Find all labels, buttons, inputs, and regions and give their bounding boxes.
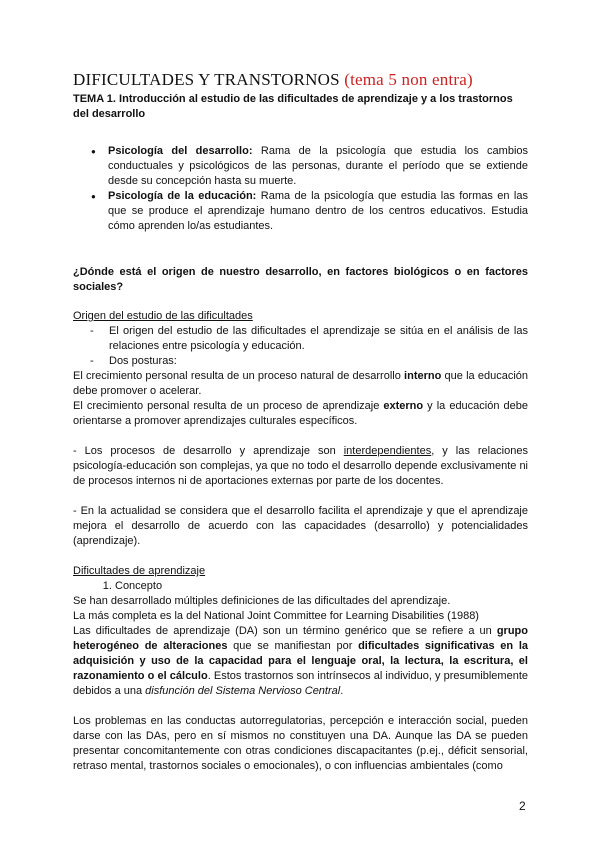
tema-heading: TEMA 1. Introducción al estudio de las dificultades de aprendizaje y a los trastornos del desarrollo (73, 93, 513, 120)
origen-list (73, 324, 528, 369)
definition-term: Psicología de la educación: (108, 190, 257, 202)
paragraph-definiciones: Se han desarrollado múltiples definiciones de las dificultades del aprendizaje. (73, 595, 451, 607)
document-title (73, 70, 528, 90)
paragraph-njcld: La más completa es la del National Joint Committee for Learning Disabilities (1988) (73, 610, 479, 622)
paragraph-definicion-da: Las dificultades de aprendizaje (DA) son un término genérico que se refiere a un grupo heterogéneo de alteraciones que se manifiestan por dificultades significativas en la adquisición y uso de la capacidad para el lenguaje oral, la lectura, la escritura, el razonamiento o el cálculo. Estos trastornos son intrínsecos al individuo, y presumiblemente debidos a una disfunción del Sistema Nervioso Central. (73, 625, 529, 697)
definition-text: Rama de la psicología que estudia las formas en las que se produce el aprendizaje humano dentro de los centros educativos. Estudia cómo aprenden lo/as estudiantes. (108, 190, 528, 232)
page-number: 2 (519, 799, 526, 813)
origen-heading: Origen del estudio de las dificultades (73, 310, 253, 322)
definitions-list (73, 144, 528, 234)
definition-term: Psicología del desarrollo: (108, 145, 253, 157)
list-item: 1. Concepto (115, 579, 528, 594)
paragraph-externo: El crecimiento personal resulta de un proceso de aprendizaje externo y la educación debe orientarse a promover aprendizajes culturales específicos. (73, 400, 528, 427)
dificultades-heading: Dificultades de aprendizaje (73, 565, 206, 577)
document-page (73, 70, 528, 774)
paragraph-interdependientes: - Los procesos de desarrollo y aprendizaje son interdependientes, y las relaciones psicología-educación son complejas, ya que no todo el desarrollo depende exclusivamente ni de procesos internos ni de aportaciones externas por parte de los docentes. (73, 445, 528, 487)
paragraph-actualidad: - En la actualidad se considera que el desarrollo facilita el aprendizaje y que el aprendizaje mejora el desarrollo de acuerdo con las capacidades (desarrollo) y potencialidades (aprendizaje). (73, 505, 528, 547)
definition-item (108, 144, 528, 189)
definition-item (108, 189, 528, 234)
title-main: DIFICULTADES Y TRANSTORNOS (73, 70, 345, 89)
definition-text: Rama de la psicología que estudia los cambios conductuales y psicológicos de las personas, durante el período que se extiende desde su concepción hasta su muerte. (108, 145, 529, 187)
paragraph-interno: El crecimiento personal resulta de un proceso natural de desarrollo interno que la educación debe promover o acelerar. (73, 370, 529, 397)
section-question: ¿Dónde está el origen de nuestro desarrollo, en factores biológicos o en factores sociales? (73, 266, 528, 293)
paragraph-problemas: Los problemas en las conductas autorregulatorias, percepción e interacción social, pueden darse con las DAs, pero en sí mismos no constituyen una DA. Aunque las DA se pueden presentar concomitantemente con otras condiciones discapacitantes (p.ej., déficit sensorial, retraso mental, trastornos sociales o emocionales), o con influencias ambientales (como (73, 715, 528, 772)
dificultades-list (73, 579, 528, 594)
list-item: - El origen del estudio de las dificultades el aprendizaje se sitúa en el análisis de las relaciones entre psicología y educación. (109, 324, 528, 354)
title-note: (tema 5 non entra) (344, 70, 473, 89)
list-item: - Dos posturas: (109, 354, 528, 369)
